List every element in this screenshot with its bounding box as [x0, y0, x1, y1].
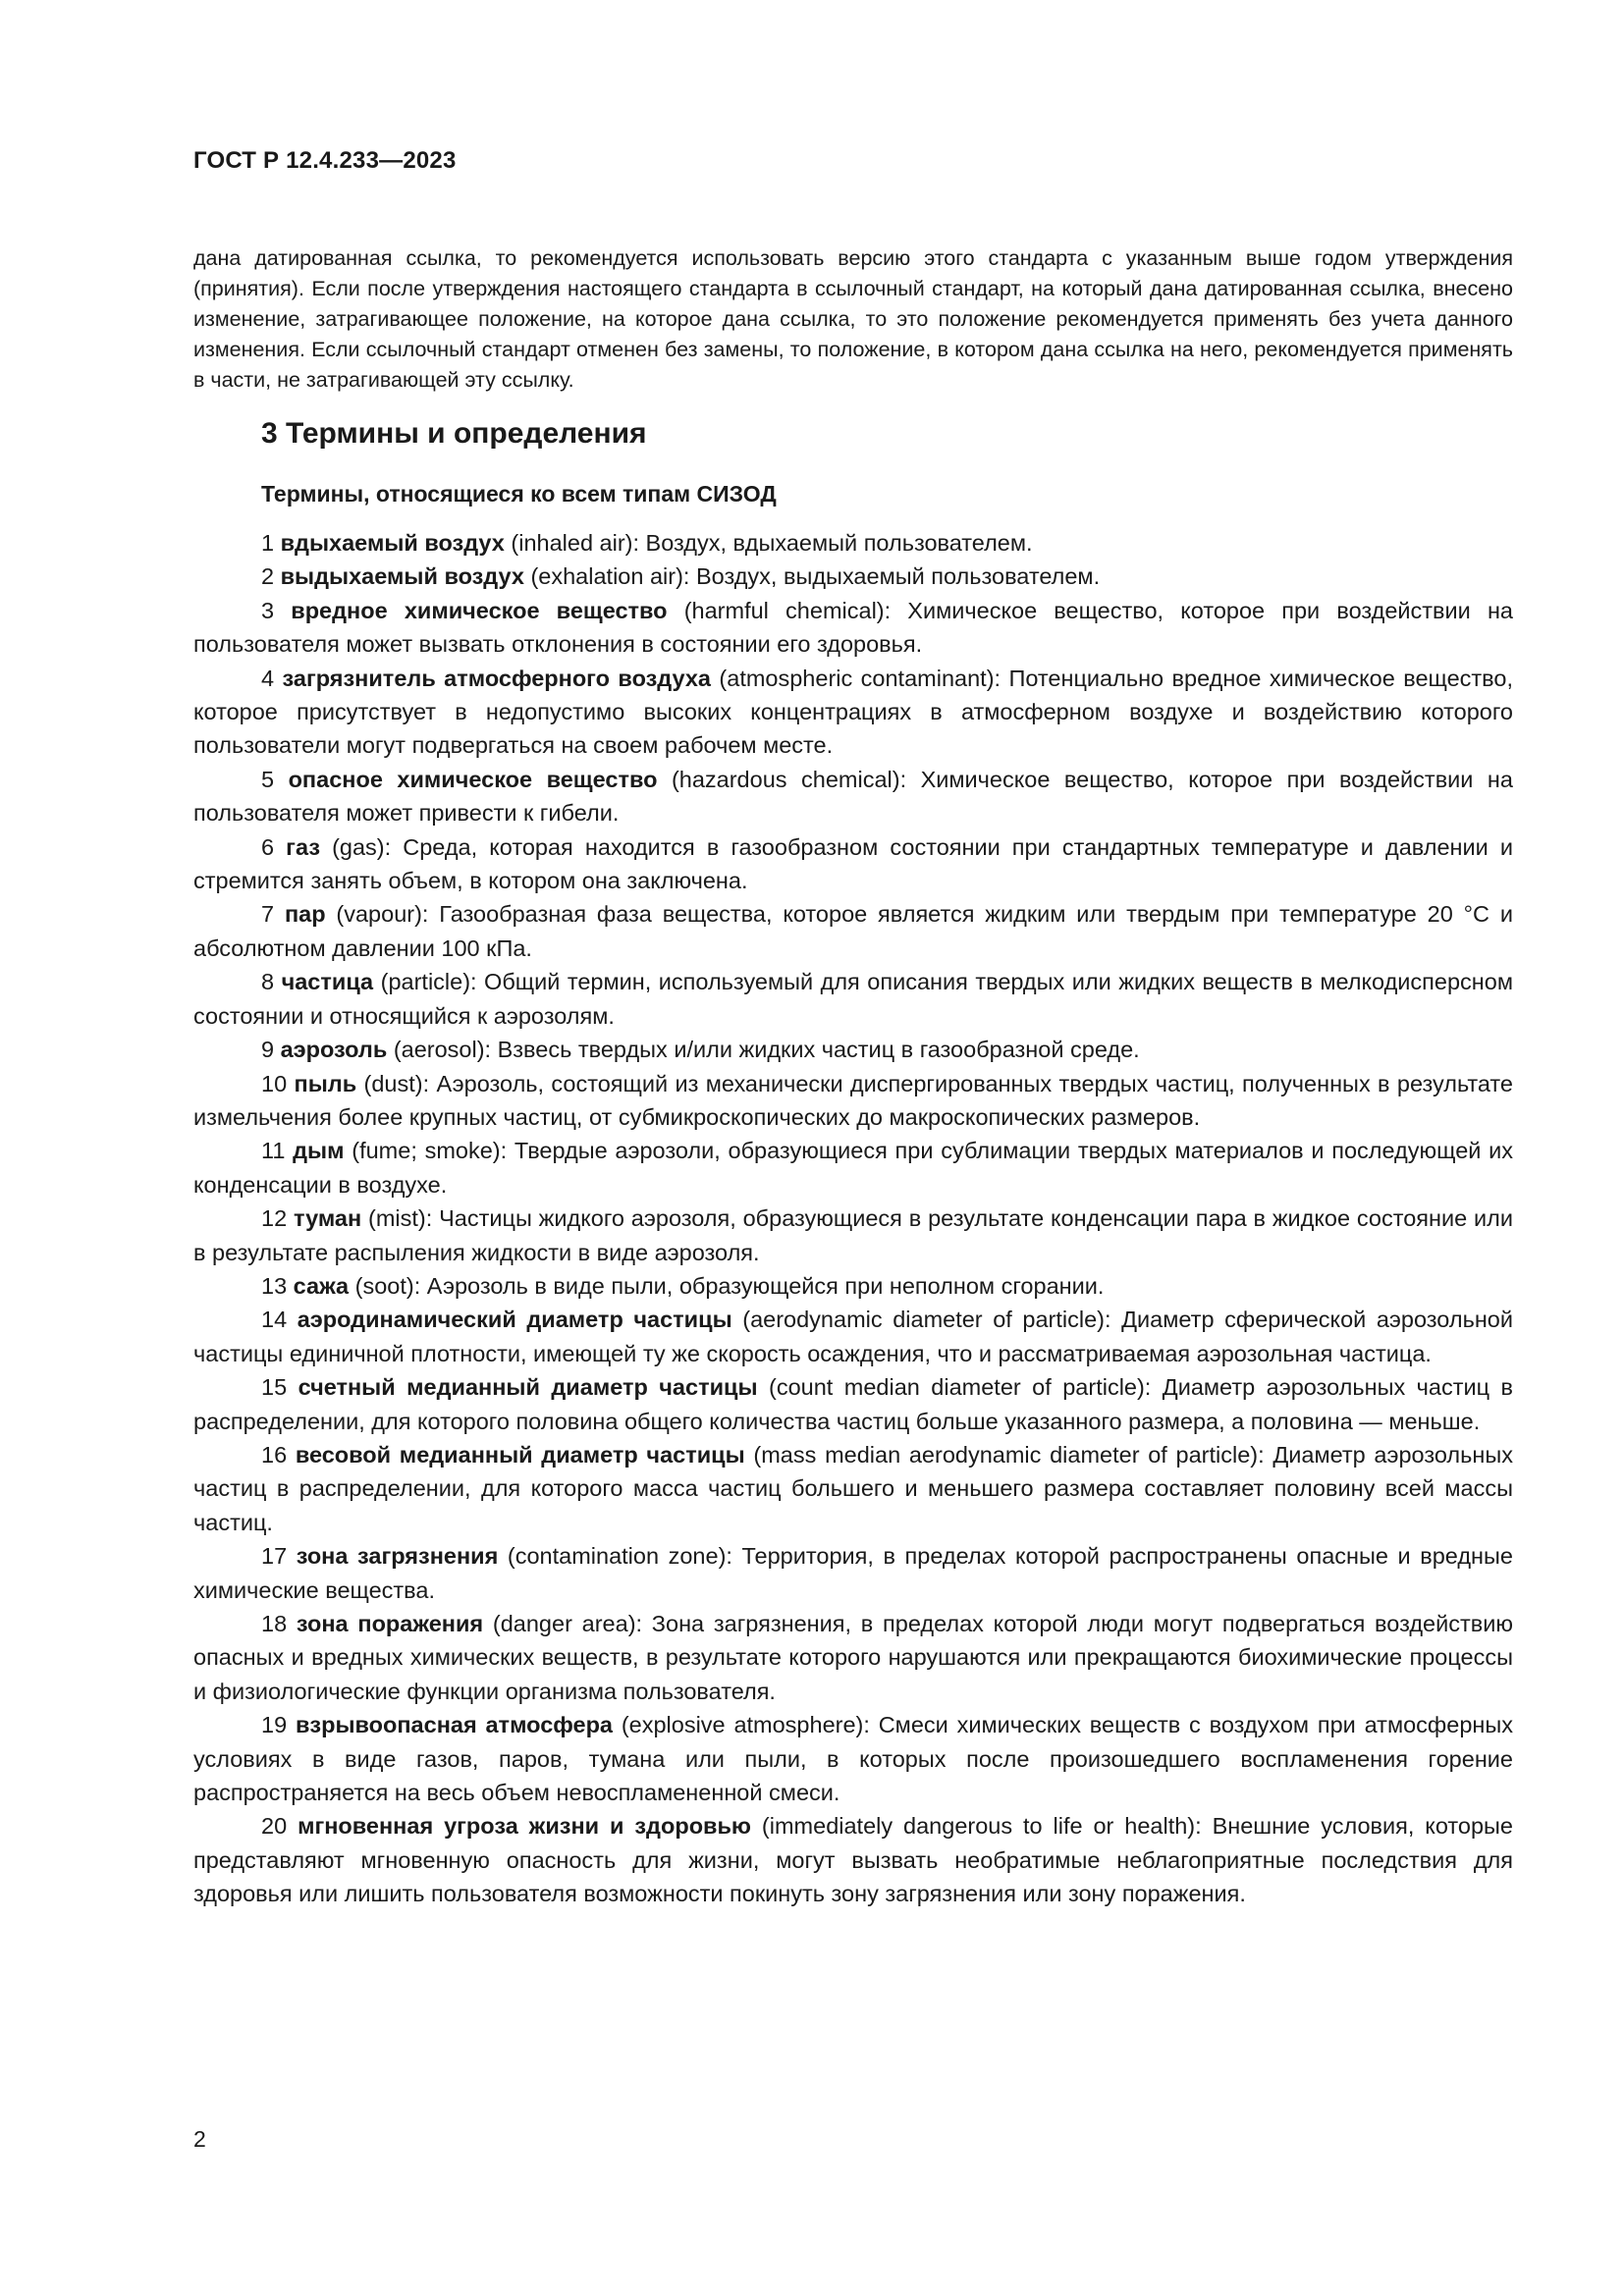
- term-entry: [193, 594, 1513, 662]
- term-entry: [193, 1033, 1513, 1066]
- term-name: аэродинамический диаметр частицы: [297, 1307, 732, 1333]
- term-number: 20: [261, 1813, 288, 1840]
- term-number: 3: [261, 597, 275, 623]
- term-number: 13: [261, 1272, 288, 1299]
- term-entry: [193, 1438, 1513, 1539]
- term-number: 18: [261, 1611, 288, 1636]
- term-name: мгновенная угроза жизни и здоровью: [298, 1813, 752, 1840]
- term-entry: [193, 1370, 1513, 1438]
- term-entry: [193, 897, 1513, 965]
- term-definition: (atmospheric contaminant): Потенциально вредное химическое вещество, которое присутствует в недопустимо высоких концентрациях в атмосферном воздухе и воздействию которого пользователи могут подвергаться на своем рабочем месте.: [193, 665, 1513, 759]
- term-definition: (contamination zone): Территория, в пределах которой распространены опасные и вредные химические вещества.: [193, 1543, 1513, 1603]
- term-number: 14: [261, 1307, 288, 1333]
- term-number: 8: [261, 969, 275, 995]
- term-definition: (explosive atmosphere): Смеси химических веществ с воздухом при атмосферных условиях в виде газов, паров, тумана или пыли, в которых после произошедшего воспламенения горение распространяется на весь объем невоспламененной смеси.: [193, 1712, 1514, 1806]
- term-definition: (particle): Общий термин, используемый для описания твердых или жидких веществ в мелкодисперсном состоянии и относящийся к аэрозолям.: [193, 969, 1514, 1029]
- term-entry: [193, 1201, 1513, 1269]
- section-subheading: Термины, относящиеся ко всем типам СИЗОД: [261, 481, 777, 507]
- term-name: загрязнитель атмосферного воздуха: [282, 665, 711, 691]
- term-entry: [193, 1134, 1513, 1201]
- term-definition: (gas): Среда, которая находится в газообразном состоянии при стандартных температуре и давлении и стремится занять объем, в котором она заключена.: [193, 833, 1513, 894]
- term-definition: (mass median aerodynamic diameter of particle): Диаметр аэрозольных частиц в распределении, для которого масса частиц большего и меньшего размера составляет половину всей массы частиц.: [193, 1441, 1513, 1535]
- term-name: опасное химическое вещество: [288, 766, 658, 792]
- section-title: 3 Термины и определения: [261, 417, 647, 450]
- term-entry: [193, 1303, 1513, 1370]
- term-number: 2: [261, 563, 275, 590]
- term-definition: (aerosol): Взвесь твердых и/или жидких частиц в газообразной среде.: [387, 1037, 1140, 1063]
- term-number: 6: [261, 833, 275, 860]
- term-definition: (aerodynamic diameter of particle): Диаметр сферической аэрозольной частицы единичной плотности, имеющей ту же скорость осаждения, что и рассматриваемая аэрозольная частица.: [193, 1307, 1513, 1366]
- term-number: 19: [261, 1712, 288, 1738]
- term-name: пыль: [294, 1070, 357, 1096]
- term-number: 15: [261, 1374, 288, 1401]
- term-entry: [193, 560, 1513, 593]
- term-number: 1: [261, 530, 275, 556]
- term-definition: (harmful chemical): Химическое вещество, которое при воздействии на пользователя может вызвать отклонения в состоянии его здоровья.: [193, 597, 1513, 658]
- term-number: 17: [261, 1543, 288, 1570]
- term-name: дым: [293, 1138, 345, 1164]
- term-definition: (hazardous chemical): Химическое вещество, которое при воздействии на пользователя может привести к гибели.: [193, 766, 1513, 827]
- term-number: 5: [261, 766, 275, 792]
- term-definition: (vapour): Газообразная фаза вещества, которое является жидким или твердым при температуре 20 °С и абсолютном давлении 100 кПа.: [193, 901, 1514, 961]
- term-number: 10: [261, 1070, 288, 1096]
- document-header: ГОСТ Р 12.4.233—2023: [193, 147, 457, 174]
- term-number: 16: [261, 1441, 288, 1468]
- page-number: 2: [193, 2126, 206, 2152]
- term-name: аэрозоль: [280, 1037, 388, 1063]
- term-name: частица: [281, 969, 374, 995]
- term-entry: [193, 1607, 1513, 1708]
- term-entry: [193, 1539, 1513, 1607]
- term-number: 7: [261, 901, 275, 928]
- term-number: 11: [261, 1138, 286, 1164]
- term-definition: (immediately dangerous to life or health): Внешние условия, которые представляют мгновенную опасность для жизни, могут вызвать необратимые неблагоприятные последствия для здоровья или лишить пользователя возможности покинуть зону загрязнения или зону поражения.: [193, 1813, 1513, 1907]
- term-entry: [193, 662, 1513, 763]
- term-name: взрывоопасная атмосфера: [295, 1712, 614, 1738]
- term-number: 9: [261, 1037, 275, 1063]
- intro-paragraph: дана датированная ссылка, то рекомендуется использовать версию этого стандарта с указанным выше годом утверждения (принятия). Если после утверждения настоящего стандарта в ссылочный стандарт, на который дана датированная ссылка, внесено изменение, затрагивающее положение, на которое дана ссылка, то это положение рекомендуется применять без учета данного изменения. Если ссылочный стандарт отменен без замены, то положение, в котором дана ссылка на него, рекомендуется применять в части, не затрагивающей эту ссылку.: [193, 245, 1513, 392]
- term-entry: [193, 1708, 1513, 1809]
- term-name: газ: [286, 833, 320, 860]
- term-definition: (count median diameter of particle): Диаметр аэрозольных частиц в распределении, для которого половина общего количества частиц больше указанного размера, а половина — меньше.: [193, 1374, 1514, 1434]
- term-name: пар: [284, 901, 326, 928]
- term-name: вредное химическое вещество: [291, 597, 668, 623]
- term-definition: (danger area): Зона загрязнения, в пределах которой люди могут подвергаться воздействию опасных и вредных химических веществ, в результате которого нарушаются или прекращаются биохимические процессы и физиологические функции организма пользователя.: [193, 1611, 1513, 1704]
- term-name: сажа: [293, 1272, 350, 1299]
- term-entry: [193, 830, 1513, 898]
- term-number: 12: [261, 1205, 288, 1232]
- term-name: вдыхаемый воздух: [280, 530, 505, 556]
- term-definition: (dust): Аэрозоль, состоящий из механически диспергированных твердых частиц, полученных в результате измельчения более крупных частиц, от субмикроскопических до макроскопических размеров.: [193, 1070, 1514, 1130]
- term-entry: [193, 763, 1513, 830]
- term-name: зона поражения: [296, 1611, 484, 1636]
- term-definition: (fume; smoke): Твердые аэрозоли, образующиеся при сублимации твердых материалов и последующей их конденсации в воздухе.: [193, 1138, 1513, 1198]
- term-entry: [193, 1067, 1513, 1135]
- term-entry: [193, 965, 1513, 1033]
- term-name: туман: [293, 1205, 362, 1232]
- term-name: весовой медианный диаметр частицы: [295, 1441, 745, 1468]
- term-number: 4: [261, 665, 275, 691]
- term-entry: [193, 1269, 1513, 1303]
- term-definition: (mist): Частицы жидкого аэрозоля, образующиеся в результате конденсации пара в жидкое состояние или в результате распыления жидкости в виде аэрозоля.: [193, 1205, 1514, 1265]
- term-name: зона загрязнения: [296, 1543, 499, 1570]
- term-entry: [193, 1809, 1513, 1910]
- term-definition: (exhalation air): Воздух, выдыхаемый пользователем.: [523, 563, 1101, 590]
- term-entry: [193, 526, 1513, 560]
- term-name: счетный медианный диаметр частицы: [298, 1374, 758, 1401]
- terms-list: [193, 526, 1513, 1911]
- term-name: выдыхаемый воздух: [280, 563, 524, 590]
- term-definition: (soot): Аэрозоль в виде пыли, образующейся при неполном сгорании.: [349, 1272, 1105, 1299]
- term-definition: (inhaled air): Воздух, вдыхаемый пользователем.: [504, 530, 1033, 556]
